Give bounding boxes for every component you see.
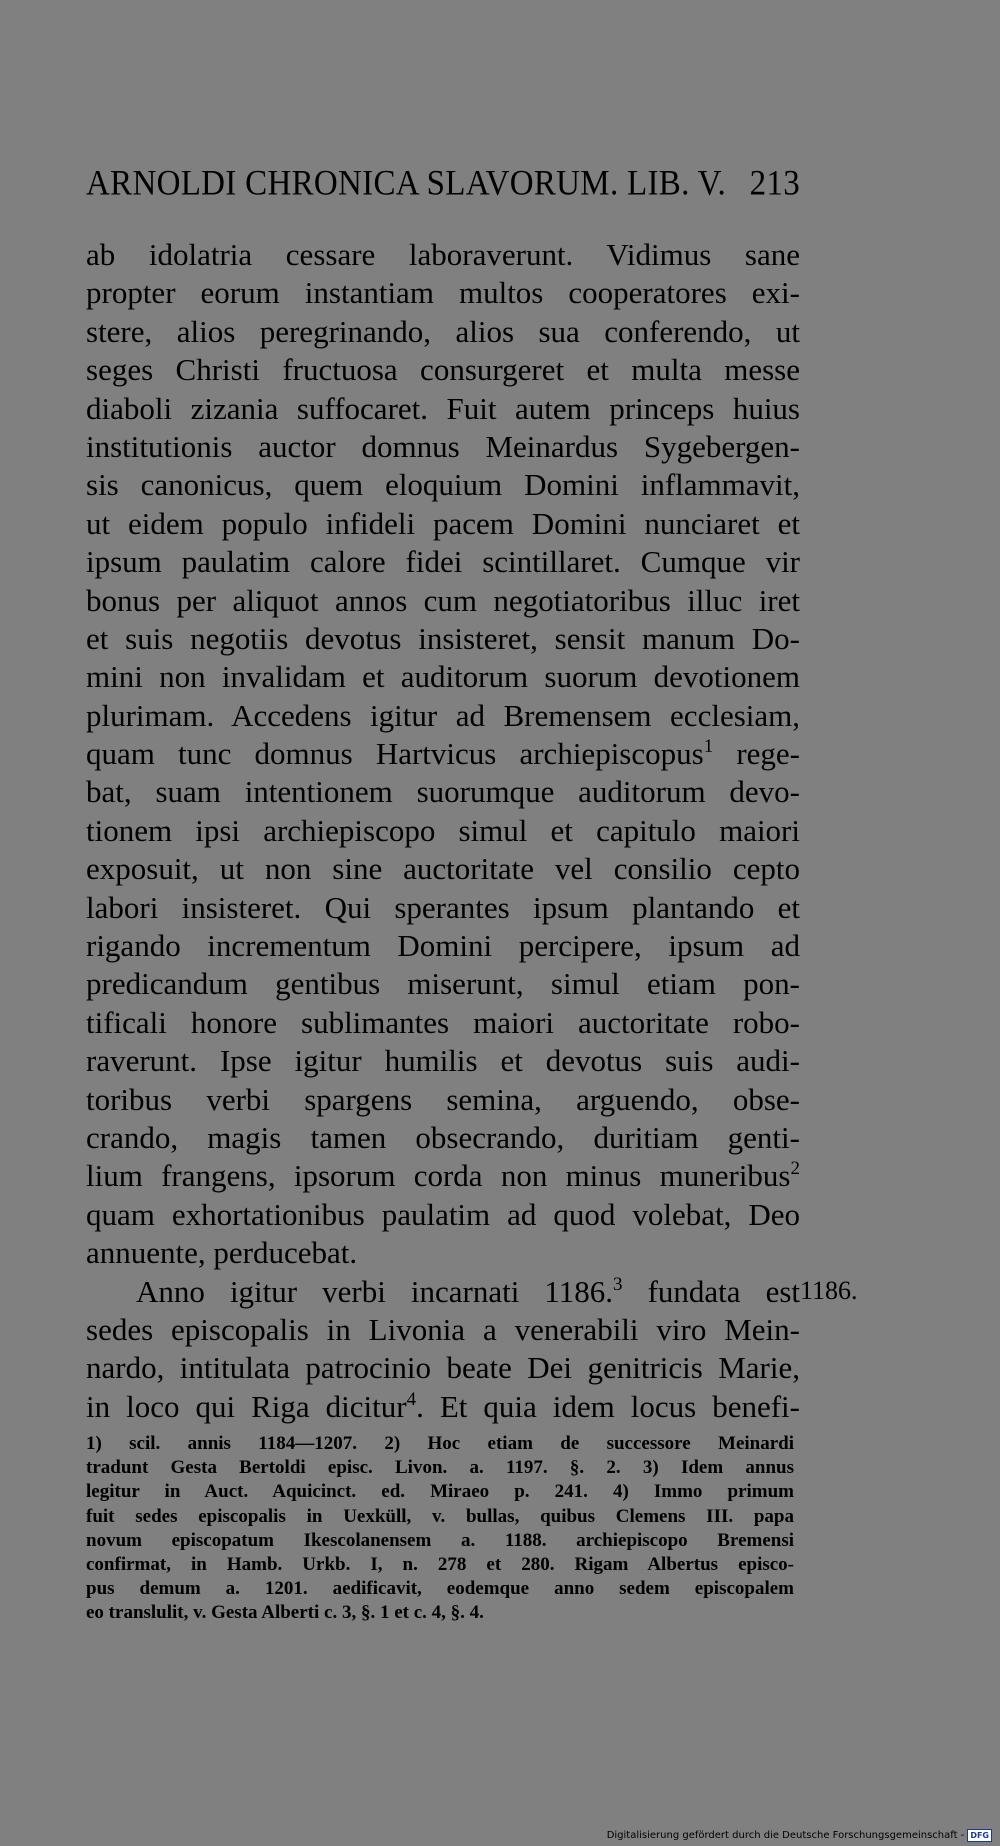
text-line: seges Christi fructuosa consurgeret et multa messe xyxy=(86,352,800,388)
footnote-marker: 2 xyxy=(790,1158,800,1180)
text-line: predicandum gentibus miserunt, simul etiam pon- xyxy=(86,966,800,1002)
text-line: propter eorum instantiam multos cooperatores exi- xyxy=(86,275,800,311)
footnote-marker: 1 xyxy=(703,736,714,758)
text-segment: lium frangens, ipsorum corda non minus muneribus xyxy=(86,1158,791,1194)
text-line: bonus per aliquot annos cum negotiatoribus illuc iret xyxy=(86,582,800,618)
margin-year-note: 1186. xyxy=(800,1276,858,1305)
text-segment: rege- xyxy=(736,736,801,772)
digitization-credit xyxy=(607,1829,992,1842)
text-segment: Anno igitur verbi incarnati 1186. xyxy=(136,1273,613,1309)
footnote-line: pus demum a. 1201. aedificavit, eodemque anno sedem episcopalem xyxy=(86,1578,794,1600)
footnote-line: legitur in Auct. Aquicinct. ed. Miraeo p. 241. 4) Immo primum xyxy=(86,1481,794,1503)
text-line: stere, alios peregrinando, alios sua conferendo, ut xyxy=(86,313,800,349)
credit-text: Digitalisierung gefördert durch die Deutsche Forschungsgemeinschaft - xyxy=(606,1830,965,1841)
text-line: institutionis auctor domnus Meinardus Sygebergen- xyxy=(86,428,800,464)
text-line-with-footnote-4 xyxy=(86,1388,800,1426)
footnotes xyxy=(86,1432,794,1626)
text-line: rigando incrementum Domini percipere, ipsum ad xyxy=(86,928,800,964)
text-line: bat, suam intentionem suorumque auditorum devo- xyxy=(86,774,800,810)
text-line-with-footnote-2 xyxy=(86,1157,800,1195)
text-segment: fundata est xyxy=(647,1273,801,1309)
dfg-logo-icon: DFG xyxy=(967,1829,992,1842)
text-line: mini non invalidam et auditorum suorum devotionem xyxy=(86,659,800,695)
text-line: diaboli zizania suffocaret. Fuit autem princeps huius xyxy=(86,390,800,426)
text-line: toribus verbi spargens semina, arguendo, obse- xyxy=(86,1081,800,1117)
footnote-line: tradunt Gesta Bertoldi episc. Livon. a. 1197. §. 2. 3) Idem annus xyxy=(86,1457,794,1479)
text-line: tificali honore sublimantes maiori auctoritate robo- xyxy=(86,1004,800,1040)
running-header xyxy=(86,164,800,207)
text-line-with-footnote-3 xyxy=(86,1273,800,1311)
text-segment: quam tunc domnus Hartvicus archiepiscopus xyxy=(86,736,704,772)
text-line: ut eidem populo infideli pacem Domini nunciaret et xyxy=(86,505,800,541)
header-title: ARNOLDI CHRONICA SLAVORUM. LIB. V. xyxy=(86,164,727,204)
text-line: annuente, perducebat. xyxy=(86,1235,358,1271)
footnote-line: 1) scil. annis 1184—1207. 2) Hoc etiam de successore Meinardi xyxy=(86,1433,794,1454)
footnote-line: eo translulit, v. Gesta Alberti c. 3, §. 1 et c. 4, §. 4. xyxy=(86,1602,484,1624)
text-segment: in loco qui Riga dicitur xyxy=(86,1388,407,1424)
text-segment: . Et quia idem locus benefi- xyxy=(416,1388,800,1424)
text-line: tionem ipsi archiepiscopo simul et capitulo maiori xyxy=(86,812,800,848)
text-line-with-footnote-1 xyxy=(86,735,800,773)
footnote-line: novum episcopatum Ikescolanensem a. 1188. archiepiscopo Bremensi xyxy=(86,1529,794,1551)
text-line: nardo, intitulata patrocinio beate Dei genitricis Marie, xyxy=(86,1350,800,1386)
text-line: exposuit, ut non sine auctoritate vel consilio cepto xyxy=(86,851,800,887)
page-number: 213 xyxy=(749,164,800,204)
footnote-marker: 3 xyxy=(613,1273,623,1295)
text-line: quam exhortationibus paulatim ad quod volebat, Deo xyxy=(86,1196,800,1232)
footnote-marker: 4 xyxy=(406,1388,417,1410)
text-line: plurimam. Accedens igitur ad Bremensem ecclesiam, xyxy=(86,697,800,733)
text-line: crando, magis tamen obsecrando, duritiam genti- xyxy=(86,1119,800,1155)
text-line: raverunt. Ipse igitur humilis et devotus suis audi- xyxy=(86,1043,800,1079)
main-text xyxy=(86,236,800,1426)
text-line: et suis negotiis devotus insisteret, sensit manum Do- xyxy=(86,620,800,656)
text-line: sis canonicus, quem eloquium Domini inflammavit, xyxy=(86,467,800,503)
text-line: labori insisteret. Qui sperantes ipsum plantando et xyxy=(86,889,800,925)
footnote-line: confirmat, in Hamb. Urkb. I, n. 278 et 280. Rigam Albertus episco- xyxy=(86,1553,794,1575)
text-line: ipsum paulatim calore fidei scintillaret. Cumque vir xyxy=(86,544,800,580)
text-line: sedes episcopalis in Livonia a venerabili viro Mein- xyxy=(86,1311,800,1347)
text-line: ab idolatria cessare laboraverunt. Vidimus sane xyxy=(86,237,800,272)
footnote-line: fuit sedes episcopalis in Uexküll, v. bullas, quibus Clemens III. papa xyxy=(86,1505,794,1527)
